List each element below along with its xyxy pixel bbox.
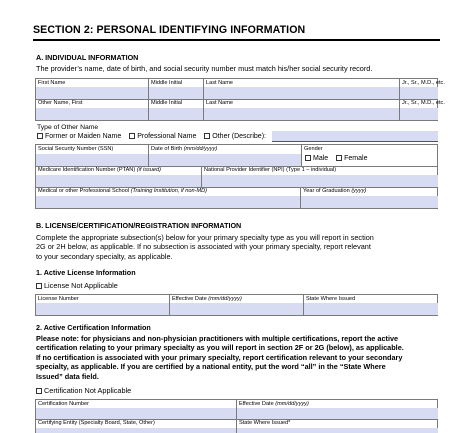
gender-label: Gender [304, 146, 323, 152]
professional-name-option[interactable]: Professional Name [129, 133, 196, 140]
dob-label: Date of Birth (mm/dd/yyyy) [151, 146, 218, 152]
ssn-label: Social Security Number (SSN) [38, 146, 114, 152]
other-first-name-label: Other Name, First [38, 100, 83, 106]
other-suffix-label: Jr., Sr., M.D., etc. [402, 100, 445, 106]
certification-note: Please note: for physicians and non-physician practitioners with multiple certifications, report the active certification relating to your primary specialty as you will report in section 2F or 2G (below), as applicable. If no certification is associated with your primary specialty, report certification relevant to your secondary specialty, as applicable. If you are certified by a national entity, put the word “all” in the “State Where Issued” data field. [36, 334, 404, 381]
part-b-intro: Complete the appropriate subsection(s) below for your primary specialty type as you will report in section 2G or 2H below, as applicable. If no subsection is associated with your primary specialty, report relevant to your secondary specialty, as applicable. [36, 233, 374, 261]
ptan-field[interactable] [36, 166, 202, 187]
middle-initial-label: Middle Initial [151, 80, 183, 86]
certification-number-field[interactable] [36, 400, 237, 419]
graduation-year-field[interactable] [301, 187, 438, 208]
part-b-heading: B. LICENSE/CERTIFICATION/REGISTRATION INFORMATION [36, 221, 242, 230]
professional-school-label: Medical or other Professional School (Training Institution, if non-MD) [38, 188, 208, 194]
ssn-field[interactable] [36, 145, 149, 166]
former-maiden-name-checkbox[interactable] [37, 133, 43, 139]
first-name-label: First Name [38, 80, 66, 86]
certification-effective-date-label: Effective Date (mm/dd/yyyy) [239, 401, 309, 407]
ptan-label: Medicare Identification Number (PTAN) (if issued) [38, 167, 162, 173]
school-row [35, 187, 438, 209]
professional-school-field[interactable] [36, 187, 301, 208]
other-name-row [35, 99, 445, 121]
license-not-applicable-option[interactable]: License Not Applicable [36, 281, 118, 290]
license-heading: 1. Active License Information [36, 268, 136, 277]
last-name-label: Last Name [206, 80, 234, 86]
other-last-name-field[interactable] [204, 99, 400, 120]
license-effective-date-label: Effective Date (mm/dd/yyyy) [172, 296, 242, 302]
certification-state-label: State Where Issued* [239, 420, 291, 426]
certification-state-field[interactable] [237, 419, 438, 433]
license-state-field[interactable] [304, 295, 438, 315]
other-middle-initial-field[interactable] [149, 99, 204, 120]
other-describe-option[interactable]: Other (Describe): [204, 133, 266, 140]
last-name-field[interactable] [204, 79, 400, 99]
npi-field[interactable] [202, 166, 438, 187]
ptan-npi-row [35, 166, 438, 188]
part-a-intro: The provider’s name, date of birth, and social security number must match his/her social security record. [36, 64, 373, 73]
gender-options [305, 155, 373, 162]
other-middle-initial-label: Middle Initial [151, 100, 183, 106]
certifying-entity-field[interactable] [36, 419, 237, 433]
license-row [35, 294, 438, 316]
certification-row-2 [35, 419, 438, 433]
certification-number-label: Certification Number [38, 401, 89, 407]
suffix-label: Jr., Sr., M.D., etc. [402, 80, 445, 86]
other-first-name-field[interactable] [36, 99, 149, 120]
other-describe-checkbox[interactable] [204, 133, 210, 139]
other-suffix-field[interactable] [400, 99, 445, 120]
gender-female-checkbox[interactable] [336, 155, 342, 161]
certification-row-1 [35, 399, 438, 420]
certification-effective-date-field[interactable] [237, 400, 438, 419]
license-not-applicable-checkbox[interactable] [36, 283, 42, 289]
dob-field[interactable] [149, 145, 302, 166]
certification-not-applicable-checkbox[interactable] [36, 388, 42, 394]
graduation-year-label: Year of Graduation (yyyy) [303, 188, 367, 194]
license-number-label: License Number [38, 296, 79, 302]
section-title-rule [33, 39, 440, 41]
section-title: SECTION 2: PERSONAL IDENTIFYING INFORMATION [33, 24, 306, 36]
license-effective-date-field[interactable] [170, 295, 304, 315]
ssn-dob-gender-row [35, 144, 438, 167]
gender-male-option[interactable]: Male [305, 155, 328, 162]
suffix-field[interactable] [400, 79, 445, 99]
gender-female-option[interactable]: Female [336, 155, 367, 162]
name-row [35, 78, 445, 100]
other-describe-input[interactable] [272, 131, 438, 142]
certification-heading: 2. Active Certification Information [36, 323, 151, 332]
other-last-name-label: Last Name [206, 100, 234, 106]
first-name-field[interactable] [36, 79, 149, 99]
license-number-field[interactable] [36, 295, 170, 315]
type-other-name-label: Type of Other Name [37, 124, 99, 131]
other-name-options [37, 133, 272, 140]
certification-not-applicable-option[interactable]: Certification Not Applicable [36, 386, 131, 395]
professional-name-checkbox[interactable] [129, 133, 135, 139]
part-a-heading: A. INDIVIDUAL INFORMATION [36, 53, 139, 62]
middle-initial-field[interactable] [149, 79, 204, 99]
gender-field [302, 145, 438, 166]
certifying-entity-label: Certifying Entity (Specialty Board, State, Other) [38, 420, 155, 426]
npi-label: National Provider Identifier (NPI) (Type 1 – individual) [204, 167, 337, 173]
former-maiden-name-option[interactable]: Former or Maiden Name [37, 133, 121, 140]
license-state-label: State Where Issued [306, 296, 356, 302]
gender-male-checkbox[interactable] [305, 155, 311, 161]
